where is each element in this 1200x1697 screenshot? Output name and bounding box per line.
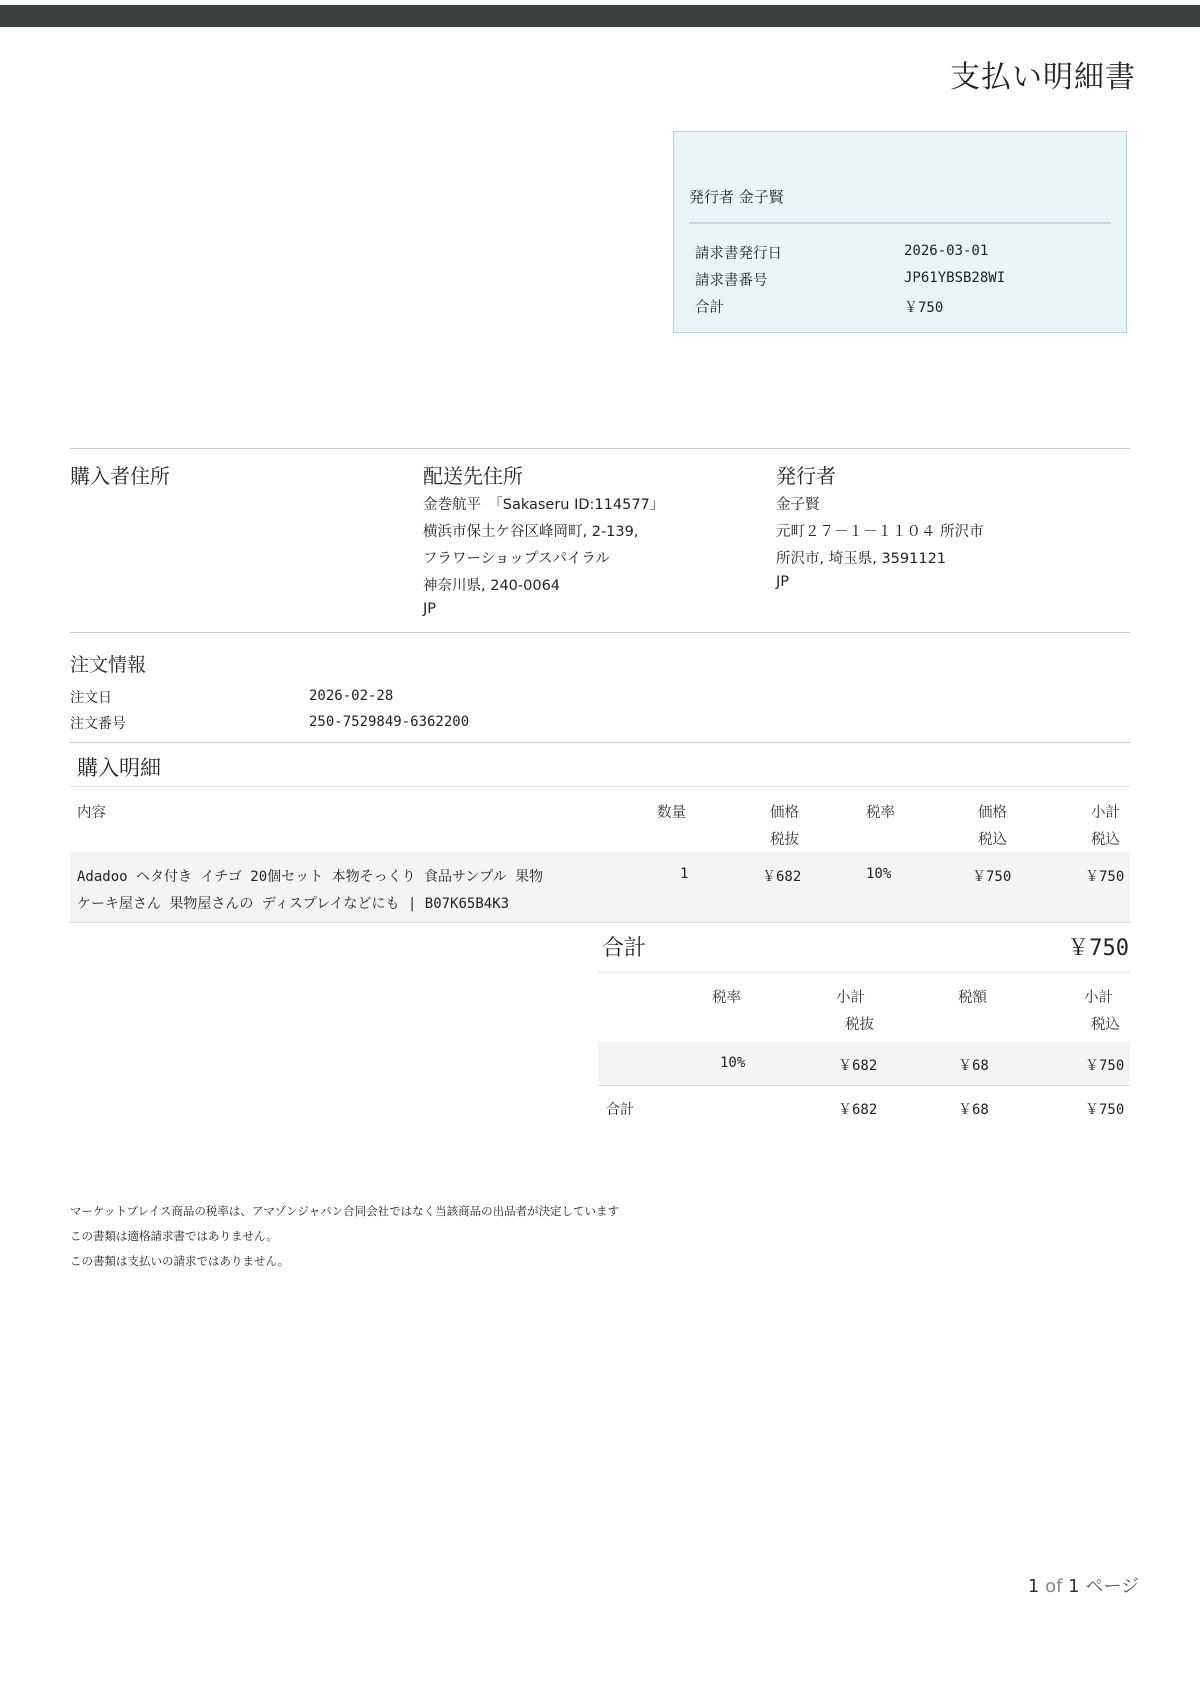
footnote: この書類は適格請求書ではありません。	[70, 1229, 278, 1243]
col-subtotal-sub: 税込	[1091, 832, 1120, 848]
page-current: 1	[1027, 1576, 1040, 1597]
order-number-label: 注文番号	[70, 716, 126, 732]
item-quantity: 1	[680, 866, 689, 882]
item-tax-rate: 10%	[866, 866, 892, 882]
order-info-heading: 注文情報	[70, 654, 147, 676]
totals-row-tax-rate: 10%	[720, 1055, 746, 1071]
col-price-incl: 価格	[978, 805, 1007, 821]
issuer-address-line: 金子賢	[776, 497, 820, 513]
invoice-date-value: 2026-03-01	[904, 243, 989, 259]
invoice-number-label: 請求書番号	[695, 273, 768, 289]
invoice-number-value: JP61YBSB28WI	[904, 270, 1006, 286]
totals-col-subtotal-incl: 小計	[1084, 990, 1113, 1006]
totals-col-subtotal-excl-sub: 税抜	[845, 1017, 874, 1033]
pagination	[1028, 1572, 1139, 1598]
totals-sum-subtotal-incl: ￥750	[1085, 1102, 1125, 1118]
page-of: of	[1045, 1576, 1063, 1597]
totals-sum-tax-amount: ￥68	[958, 1102, 989, 1118]
purchase-details-heading: 購入明細	[77, 756, 161, 780]
order-date-label: 注文日	[70, 690, 112, 706]
totals-row-subtotal-excl: ￥682	[838, 1058, 878, 1074]
issuer-address-line: 元町２７－１－１１０４ 所沢市	[776, 524, 984, 540]
order-date-value: 2026-02-28	[309, 688, 394, 704]
shipping-address-line: 金巻航平 「Sakaseru ID:114577」	[423, 497, 665, 513]
page-total: 1	[1068, 1576, 1080, 1597]
top-bar	[0, 5, 1200, 27]
divider	[598, 972, 1130, 973]
totals-col-tax-rate: 税率	[712, 990, 741, 1006]
invoice-total-value: ￥750	[904, 300, 944, 316]
col-subtotal: 小計	[1091, 805, 1120, 821]
divider	[70, 922, 1130, 923]
item-description-line: ケーキ屋さん 果物屋さんの ディスプレイなどにも | B07K65B4K3	[77, 896, 510, 912]
issuer-address-heading: 発行者	[776, 464, 836, 488]
footnote: この書類は支払いの請求ではありません。	[70, 1254, 290, 1268]
invoice-total-label: 合計	[695, 300, 724, 316]
issuer-summary-box	[673, 131, 1127, 333]
divider	[70, 632, 1130, 633]
item-description-line: Adadoo ヘタ付き イチゴ 20個セット 本物そっくり 食品サンプル 果物	[77, 869, 544, 885]
totals-sum-subtotal-excl: ￥682	[838, 1102, 878, 1118]
col-quantity: 数量	[657, 805, 686, 821]
totals-sum-label: 合計	[606, 1102, 634, 1118]
shipping-address-line: 神奈川県, 240-0064	[423, 578, 561, 594]
totals-col-subtotal-excl: 小計	[836, 990, 865, 1006]
document-title: 支払い明細書	[950, 60, 1136, 95]
col-price-excl-sub: 税抜	[770, 832, 799, 848]
item-price-excl: ￥682	[762, 869, 802, 885]
totals-row-subtotal-incl: ￥750	[1085, 1058, 1125, 1074]
issuer-label: 発行者 金子賢	[689, 188, 784, 206]
shipping-address-line: JP	[423, 601, 437, 617]
issuer-address-line: 所沢市, 埼玉県, 3591121	[776, 551, 947, 567]
grand-total-value: ￥750	[1067, 936, 1129, 961]
divider	[598, 1085, 1130, 1086]
col-tax-rate: 税率	[866, 805, 895, 821]
col-price-excl: 価格	[770, 805, 799, 821]
totals-col-subtotal-incl-sub: 税込	[1091, 1017, 1120, 1033]
divider	[70, 448, 1130, 449]
issuer-box-divider	[689, 222, 1111, 224]
item-price-incl: ￥750	[972, 869, 1012, 885]
order-number-value: 250-7529849-6362200	[309, 714, 470, 730]
page-suffix: ページ	[1085, 1576, 1139, 1597]
totals-col-tax-amount: 税額	[958, 990, 987, 1006]
issuer-address-line: JP	[776, 574, 790, 590]
divider	[70, 786, 1130, 787]
footnote: マーケットプレイス商品の税率は、アマゾンジャパン合同会社ではなく当該商品の出品者が決定しています	[70, 1204, 620, 1218]
invoice-date-label: 請求書発行日	[695, 246, 782, 262]
shipping-address-line: フラワーショップスパイラル	[423, 551, 610, 567]
col-description: 内容	[77, 805, 106, 821]
buyer-address-heading: 購入者住所	[70, 464, 170, 488]
shipping-address-heading: 配送先住所	[423, 464, 523, 488]
item-subtotal: ￥750	[1085, 869, 1125, 885]
totals-row-tax-amount: ￥68	[958, 1058, 989, 1074]
col-price-incl-sub: 税込	[978, 832, 1007, 848]
grand-total-label: 合計	[602, 936, 647, 961]
divider	[70, 742, 1130, 743]
shipping-address-line: 横浜市保土ケ谷区峰岡町, 2-139,	[423, 524, 639, 540]
